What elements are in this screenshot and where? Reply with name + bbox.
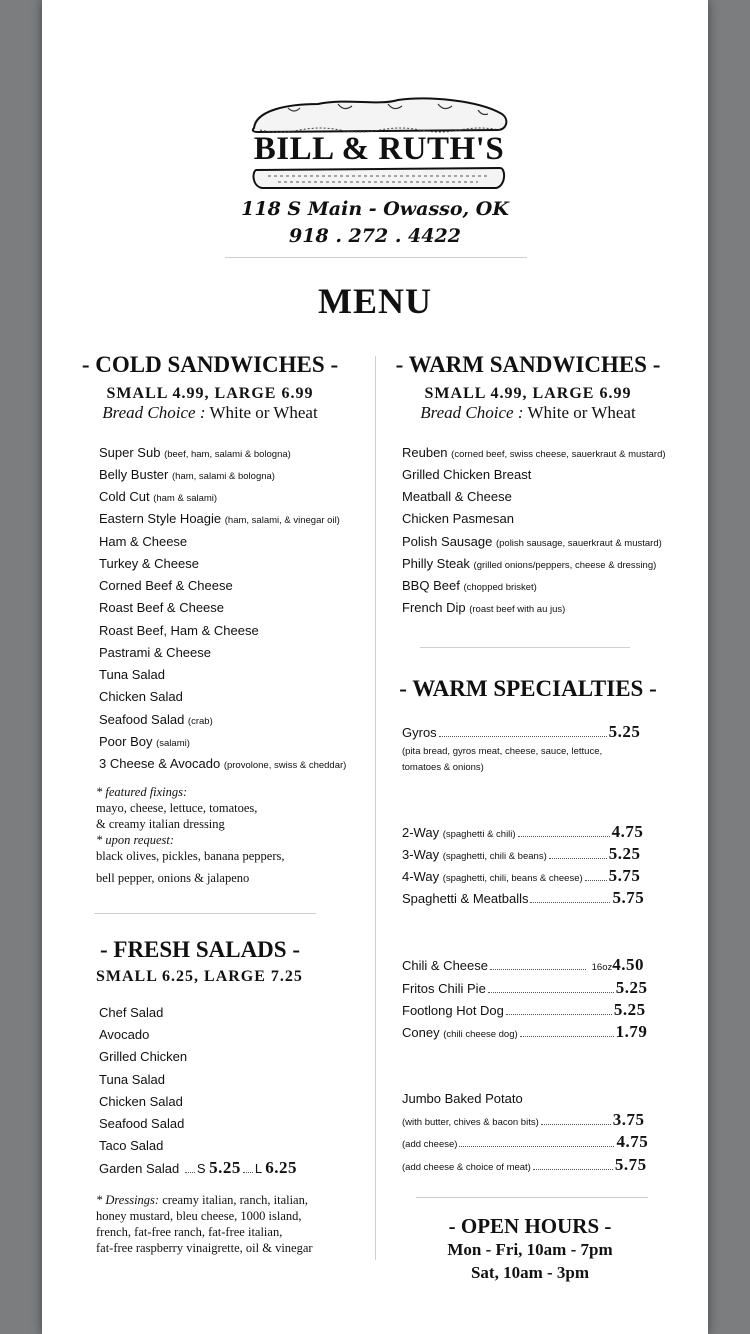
- list-item: Seafood Salad (crab): [99, 712, 213, 727]
- cold-bread-choice: [60, 403, 360, 423]
- list-item: BBQ Beef (chopped brisket): [402, 578, 537, 593]
- gyros-description: (pita bread, gyros meat, cheese, sauce, lettuce, tomatoes & onions): [402, 746, 603, 773]
- list-item: Avocado: [99, 1027, 150, 1042]
- warm-divider: [420, 647, 630, 648]
- list-item: (with butter, chives & bacon bits) 3.75: [402, 1110, 645, 1129]
- weekday-hours: Mon - Fri, 10am - 7pm: [447, 1240, 613, 1259]
- fresh-salads-title: - FRESH SALADS -: [99, 937, 300, 962]
- list-item: Fritos Chili Pie 5.25: [402, 978, 648, 997]
- list-item: Corned Beef & Cheese: [99, 578, 233, 593]
- list-item: Pastrami & Cheese: [99, 645, 211, 660]
- list-item: Grilled Chicken: [99, 1049, 188, 1064]
- cold-divider: [94, 913, 316, 914]
- list-item: (add cheese) 4.75: [402, 1132, 649, 1151]
- column-divider: [375, 356, 376, 1260]
- warm-sandwiches-prices: SMALL 4.99, LARGE 6.99: [424, 385, 632, 402]
- list-item: Super Sub (beef, ham, salami & bologna): [99, 445, 291, 460]
- list-item: Coney (chili cheese dog) 1.79: [402, 1022, 648, 1041]
- warm-specialties-title: - WARM SPECIALTIES -: [399, 676, 657, 701]
- list-item: Reuben (corned beef, swiss cheese, sauerkraut & mustard): [402, 445, 666, 460]
- list-item: Ham & Cheese: [99, 534, 188, 549]
- warm-bread-options: White or Wheat: [527, 403, 636, 422]
- list-item: Belly Buster (ham, salami & bologna): [99, 467, 275, 482]
- logo: [248, 96, 510, 196]
- list-item: Polish Sausage (polish sausage, sauerkraut & mustard): [402, 534, 662, 549]
- header-divider: [225, 257, 527, 258]
- list-item: Spaghetti & Meatballs 5.75: [402, 888, 645, 907]
- list-item: 3-Way (spaghetti, chili & beans) 5.25: [402, 844, 641, 863]
- list-item: Grilled Chicken Breast: [402, 467, 532, 482]
- menu-page: [42, 0, 708, 1334]
- list-item: Tuna Salad: [99, 1072, 166, 1087]
- list-item: Turkey & Cheese: [99, 556, 199, 571]
- list-item: Philly Steak (grilled onions/peppers, cheese & dressing): [402, 556, 657, 571]
- list-item: 4-Way (spaghetti, chili, beans & cheese) 5.75: [402, 866, 641, 885]
- list-item: French Dip (roast beef with au jus): [402, 600, 566, 615]
- list-item: Chef Salad: [99, 1005, 164, 1020]
- list-item: Chicken Salad: [99, 1094, 183, 1109]
- address: 118 S Main - Owasso, OK: [241, 198, 509, 220]
- list-item: Tuna Salad: [99, 667, 166, 682]
- menu-title: MENU: [318, 281, 432, 321]
- list-item: Eastern Style Hoagie (ham, salami, & vinegar oil): [99, 511, 340, 526]
- warm-bread-choice: [378, 403, 678, 423]
- list-item: (add cheese & choice of meat) 5.75: [402, 1155, 647, 1174]
- list-item: Chicken Salad: [99, 689, 183, 704]
- baked-potato-title: Jumbo Baked Potato: [402, 1091, 523, 1106]
- list-item: 3 Cheese & Avocado (provolone, swiss & cheddar): [99, 756, 347, 771]
- list-item: Roast Beef & Cheese: [99, 600, 225, 615]
- list-item: Chicken Pasmesan: [402, 511, 514, 526]
- warm-sandwiches-title: - WARM SANDWICHES -: [395, 352, 661, 377]
- cold-bread-options: White or Wheat: [209, 403, 318, 422]
- garden-salad-item: Garden Salad S 5.25 L 6.25: [99, 1158, 298, 1177]
- gyros-item: Gyros 5.25: [402, 722, 641, 741]
- list-item: Roast Beef, Ham & Cheese: [99, 623, 259, 638]
- list-item: Chili & Cheese 16oz4.50: [402, 955, 644, 974]
- fresh-salads-prices: SMALL 6.25, LARGE 7.25: [96, 968, 303, 985]
- saturday-hours: Sat, 10am - 3pm: [470, 1263, 590, 1282]
- featured-fixings: * featured fixings: mayo, cheese, lettuce, tomatoes, & creamy italian dressing * upon request: black olives, pickles, banana peppers, bell pepper, onions & jalapeno: [96, 785, 285, 885]
- warm-bread-label: Bread Choice :: [420, 403, 524, 422]
- list-item: Footlong Hot Dog 5.25: [402, 1000, 646, 1019]
- dressings-note: * Dressings: creamy italian, ranch, italian, honey mustard, bleu cheese, 1000 island, french, fat-free ranch, fat-free italian, fat-free raspberry vinaigrette, oil & vinegar: [96, 1193, 313, 1255]
- list-item: Cold Cut (ham & salami): [99, 489, 218, 504]
- open-hours-title: - OPEN HOURS -: [448, 1214, 612, 1238]
- hours-divider: [416, 1197, 648, 1198]
- cold-bread-label: Bread Choice :: [102, 403, 206, 422]
- phone-number: 918 . 272 . 4422: [289, 225, 461, 247]
- list-item: Poor Boy (salami): [99, 734, 190, 749]
- list-item: Meatball & Cheese: [402, 489, 512, 504]
- list-item: Seafood Salad: [99, 1116, 185, 1131]
- cold-sandwiches-prices: SMALL 4.99, LARGE 6.99: [106, 385, 314, 402]
- list-item: Taco Salad: [99, 1138, 164, 1153]
- cold-sandwiches-title: - COLD SANDWICHES -: [81, 352, 339, 377]
- brand-name: BILL & RUTH'S: [253, 131, 505, 167]
- list-item: 2-Way (spaghetti & chili) 4.75: [402, 822, 644, 841]
